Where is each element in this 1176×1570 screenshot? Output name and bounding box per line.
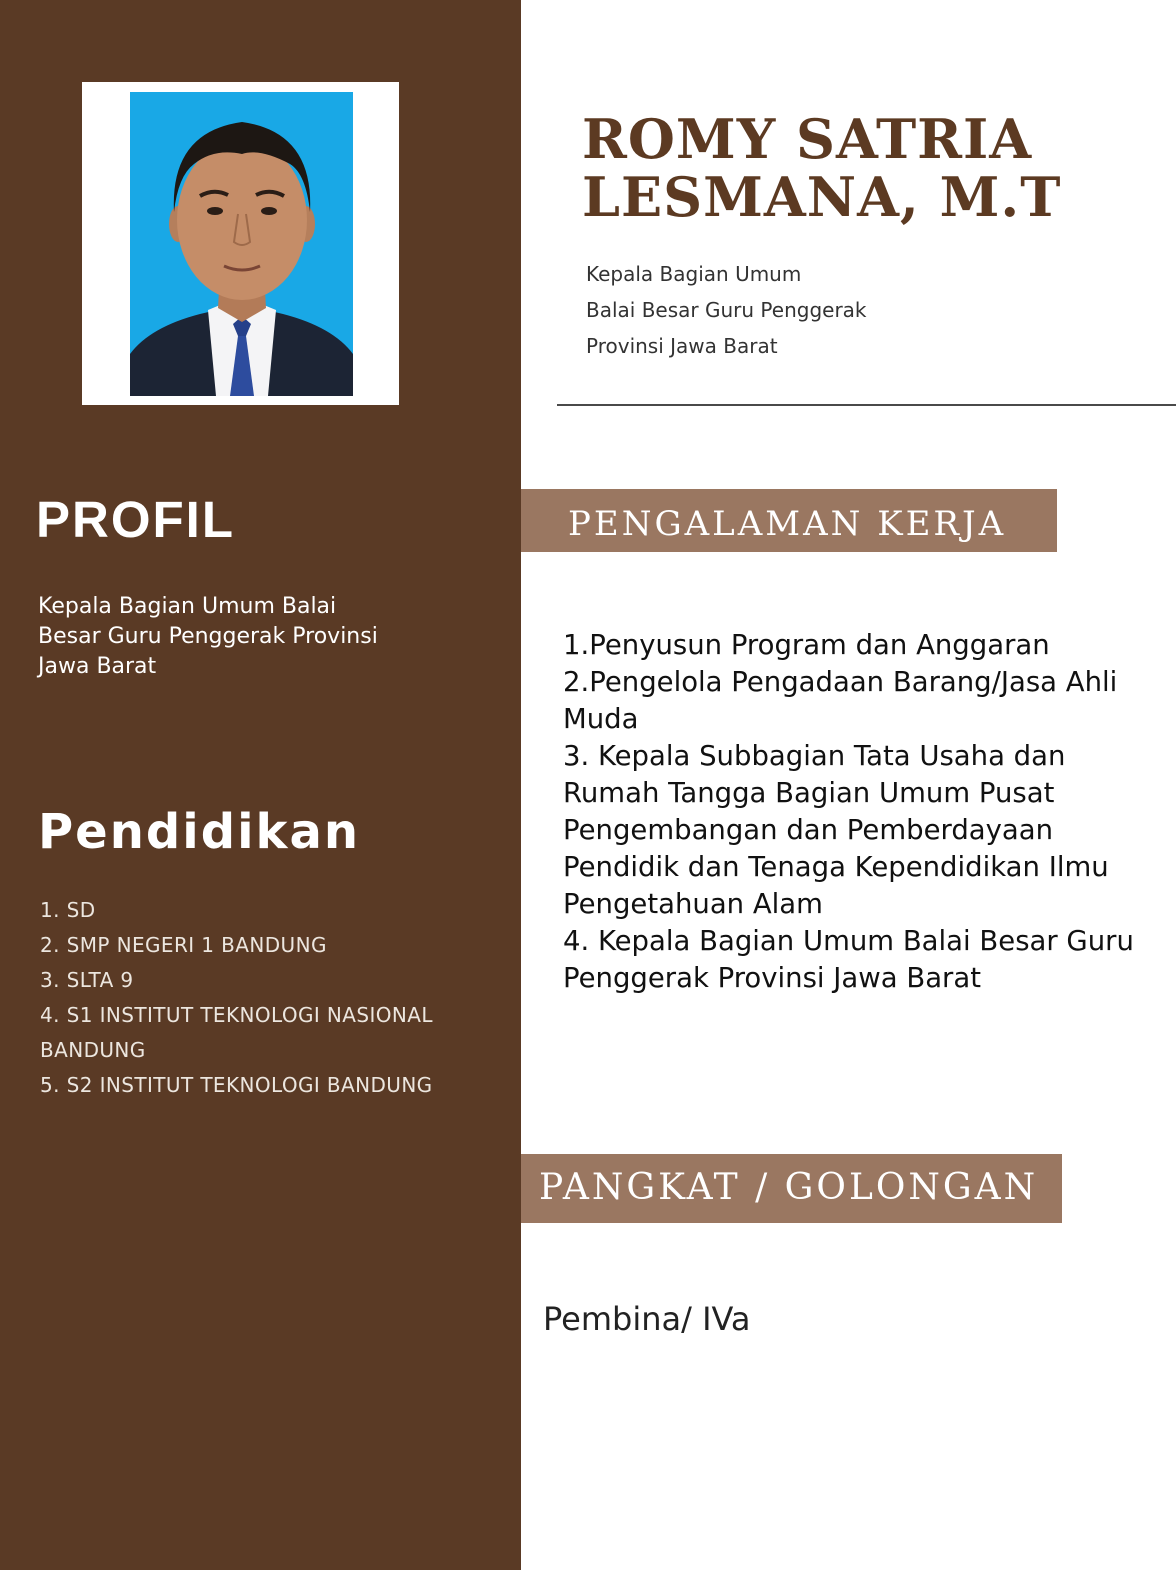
profile-photo: [130, 92, 353, 396]
position-line: Kepala Bagian Umum: [586, 262, 802, 286]
position-line: Provinsi Jawa Barat: [586, 334, 778, 358]
education-item: 2. SMP NEGERI 1 BANDUNG: [40, 933, 327, 957]
pendidikan-heading: Pendidikan: [38, 804, 361, 860]
person-name: ROMY SATRIA LESMANA, M.T: [582, 107, 1062, 229]
profil-description: Kepala Bagian Umum Balai Besar Guru Penggerak Provinsi Jawa Barat: [38, 594, 378, 679]
education-item: 5. S2 INSTITUT TEKNOLOGI BANDUNG: [40, 1073, 433, 1097]
position-block: [586, 256, 867, 364]
profil-heading: PROFIL: [36, 491, 235, 548]
experience-item: 2.Pengelola Pengadaan Barang/Jasa Ahli Muda: [563, 666, 1118, 735]
header-divider: [557, 404, 1176, 406]
education-list: [40, 893, 490, 1103]
education-item: 3. SLTA 9: [40, 968, 134, 992]
portrait-illustration: [130, 92, 353, 396]
experience-heading: PENGALAMAN KERJA: [521, 489, 1057, 552]
position-line: Balai Besar Guru Penggerak: [586, 298, 867, 322]
experience-item: 4. Kepala Bagian Umum Balai Besar Guru Penggerak Provinsi Jawa Barat: [563, 925, 1134, 994]
education-item: 4. S1 INSTITUT TEKNOLOGI NASIONAL BANDUNG: [40, 1003, 433, 1062]
profile-photo-frame: [82, 82, 399, 405]
top-strip: [521, 0, 1176, 4]
rank-value: Pembina/ IVa: [543, 1300, 751, 1338]
experience-item: 3. Kepala Subbagian Tata Usaha dan Rumah Tangga Bagian Umum Pusat Pengembangan dan Pemberdayaan Pendidik dan Tenaga Kependidikan Ilmu Pengetahuan Alam: [563, 740, 1109, 920]
experience-list: [563, 627, 1163, 997]
education-item: 1. SD: [40, 898, 96, 922]
experience-item: 1.Penyusun Program dan Anggaran: [563, 629, 1050, 661]
rank-heading: PANGKAT / GOLONGAN: [521, 1154, 1062, 1223]
